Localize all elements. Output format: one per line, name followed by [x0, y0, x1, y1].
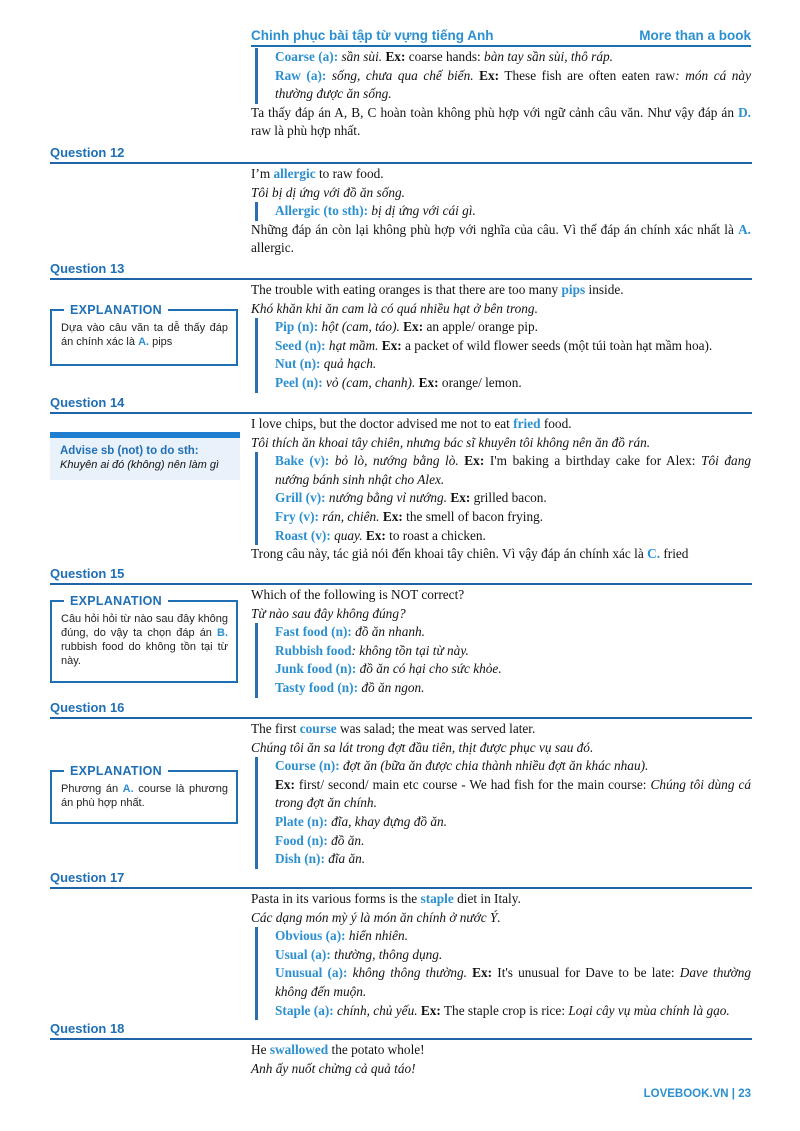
vocab-item: Rubbish food: không tồn tại từ này.	[275, 642, 469, 658]
q13-explanation-box: EXPLANATION Dựa vào câu văn ta dễ thấy đáp án chính xác là A. pips	[50, 309, 238, 366]
q16-content	[251, 720, 751, 869]
q16-explanation-box: EXPLANATION Phương án A. course là phương án phù hợp nhất.	[50, 770, 238, 824]
q12-translation: Tôi bị dị ứng với đồ ăn sống.	[251, 184, 405, 200]
question-14-label: Question 14	[50, 395, 125, 410]
q12-content	[251, 165, 751, 258]
q17-content	[251, 890, 751, 1020]
vocab-item: Pip (n): hột (cam, táo). Ex: an apple/ orange pip.	[275, 319, 538, 335]
q13-translation: Khó khăn khi ăn cam là có quá nhiều hạt ở bên trong.	[251, 300, 538, 316]
tip-text: Khuyên ai đó (không) nên làm gì	[60, 459, 219, 471]
footer-separator: |	[731, 1088, 735, 1100]
q15-translation: Từ nào sau đây không đúng?	[251, 605, 406, 621]
vocab-item: Tasty food (n): đồ ăn ngon.	[275, 679, 425, 695]
vocab-item: Allergic (to sth): bị dị ứng với cái gì.	[275, 203, 476, 219]
question-14-divider	[50, 412, 752, 414]
q16-vocab-list	[255, 757, 751, 869]
q13-sentence: The trouble with eating oranges is that there are too many pips inside.	[251, 282, 624, 297]
q15-content	[251, 586, 751, 698]
q15-vocab-list	[255, 623, 751, 697]
q15-sentence: Which of the following is NOT correct?	[251, 587, 465, 602]
q14-vocab-list	[255, 452, 751, 545]
tip-heading: Advise sb (not) to do sth:	[60, 445, 199, 457]
vocab-item: Staple (a): chính, chủ yếu. Ex: The staple crop is rice: Loại cây vụ mùa chính là gạo.	[275, 1002, 730, 1018]
page-footer	[644, 1085, 751, 1104]
explanation-title: EXPLANATION	[64, 593, 168, 609]
vocab-item: Seed (n): hạt mầm. Ex: a packet of wild flower seeds (một túi toàn hạt mầm hoa).	[275, 337, 713, 353]
question-15-label: Question 15	[50, 566, 125, 581]
vocab-item: Food (n): đồ ăn.	[275, 832, 365, 848]
q17-translation: Các dạng món mỳ ý là món ăn chính ở nước Ý.	[251, 909, 501, 925]
q11-vocab-list	[255, 48, 751, 104]
question-12-divider	[50, 162, 752, 164]
vocab-item: Course (n): đợt ăn (bữa ăn được chia thành nhiều đợt ăn khác nhau).	[275, 758, 649, 774]
q11-conclusion: Ta thấy đáp án A, B, C hoàn toàn không phù hợp với ngữ cảnh câu văn. Như vậy đáp án D. raw là phù hợp nhất.	[251, 104, 751, 139]
vocab-item: Plate (n): đĩa, khay đựng đồ ăn.	[275, 813, 447, 829]
vocab-item: Fast food (n): đồ ăn nhanh.	[275, 624, 425, 640]
q12-conclusion: Những đáp án còn lại không phù hợp với nghĩa của câu. Vì thế đáp án chính xác nhất là A. allergic.	[251, 221, 751, 256]
page-number: 23	[738, 1088, 751, 1100]
question-13-label: Question 13	[50, 261, 125, 276]
question-18-label: Question 18	[50, 1021, 125, 1036]
q14-content	[251, 415, 751, 564]
question-16-label: Question 16	[50, 700, 125, 715]
q12-vocab-list	[255, 202, 751, 221]
vocab-item: Usual (a): thường, thông dụng.	[275, 946, 443, 962]
vocab-item: Roast (v): quay. Ex: to roast a chicken.	[275, 527, 486, 543]
vocab-item: Dish (n): đĩa ăn.	[275, 851, 366, 867]
question-18-divider	[50, 1038, 752, 1040]
q18-content	[251, 1041, 751, 1078]
vocab-item: Grill (v): nướng bằng vỉ nướng. Ex: grilled bacon.	[275, 490, 547, 506]
question-15-divider	[50, 583, 752, 585]
q18-translation: Anh ấy nuốt chửng cả quả táo!	[251, 1060, 416, 1076]
question-12-label: Question 12	[50, 145, 125, 160]
vocab-example: Ex: first/ second/ main etc course - We had fish for the main course: Chúng tôi dùng cá trong đợt ăn chính.	[275, 776, 751, 811]
footer-site: LOVEBOOK.VN	[643, 1088, 729, 1100]
q14-translation: Tôi thích ăn khoai tây chiên, nhưng bác sĩ khuyên tôi không nên ăn đồ rán.	[251, 434, 651, 450]
question-17-label: Question 17	[50, 870, 125, 885]
q13-vocab-list	[255, 318, 751, 392]
header-tagline: More than a book	[639, 28, 751, 43]
question-17-divider	[50, 887, 752, 889]
vocab-item: Obvious (a): hiển nhiên.	[275, 928, 408, 944]
q14-sentence: I love chips, but the doctor advised me not to eat fried food.	[251, 416, 572, 431]
q17-sentence: Pasta in its various forms is the staple diet in Italy.	[251, 891, 521, 906]
vocab-item: Bake (v): bỏ lò, nướng bằng lò. Ex: I'm baking a birthday cake for Alex: Tôi đang nướng bánh sinh nhật cho Alex.	[275, 453, 751, 487]
question-13-divider	[50, 278, 752, 280]
q18-sentence: He swallowed the potato whole!	[251, 1042, 425, 1057]
header-divider	[251, 45, 751, 47]
header-title: Chinh phục bài tập từ vựng tiếng Anh	[251, 28, 494, 43]
vocab-item: Raw (a): sống, chưa qua chế biến. Ex: These fish are often eaten raw: món cá này thường được ăn sống.	[275, 67, 751, 102]
vocab-item: Fry (v): rán, chiên. Ex: the smell of bacon frying.	[275, 508, 544, 524]
vocab-item: Peel (n): vỏ (cam, chanh). Ex: orange/ lemon.	[275, 374, 522, 390]
q12-sentence: I’m allergic to raw food.	[251, 166, 384, 181]
explanation-title: EXPLANATION	[64, 302, 168, 318]
question-16-divider	[50, 717, 752, 719]
vocab-item: Coarse (a): sần sùi. Ex: coarse hands: bàn tay sần sùi, thô ráp.	[275, 49, 613, 64]
q11-content	[251, 48, 751, 141]
q14-conclusion: Trong câu này, tác giả nói đến khoai tây chiên. Vì vậy đáp án chính xác là C. fried	[251, 546, 689, 562]
q15-explanation-box: EXPLANATION Câu hỏi hỏi từ nào sau đây không đúng, do vậy ta chọn đáp án B. rubbish food do không tồn tại từ này.	[50, 600, 238, 683]
q17-vocab-list	[255, 927, 751, 1020]
vocab-item: Unusual (a): không thông thường. Ex: It's unusual for Dave to be late: Dave thường không đến muộn.	[275, 965, 751, 999]
vocab-item: Nut (n): quả hạch.	[275, 356, 377, 372]
explanation-title: EXPLANATION	[64, 763, 168, 779]
q14-tip-box	[50, 432, 240, 480]
q13-content	[251, 281, 751, 393]
q16-translation: Chúng tôi ăn sa lát trong đợt đầu tiên, thịt được phục vụ sau đó.	[251, 739, 594, 755]
q16-sentence: The first course was salad; the meat was served later.	[251, 721, 536, 736]
vocab-item: Junk food (n): đồ ăn có hại cho sức khỏe.	[275, 661, 502, 677]
